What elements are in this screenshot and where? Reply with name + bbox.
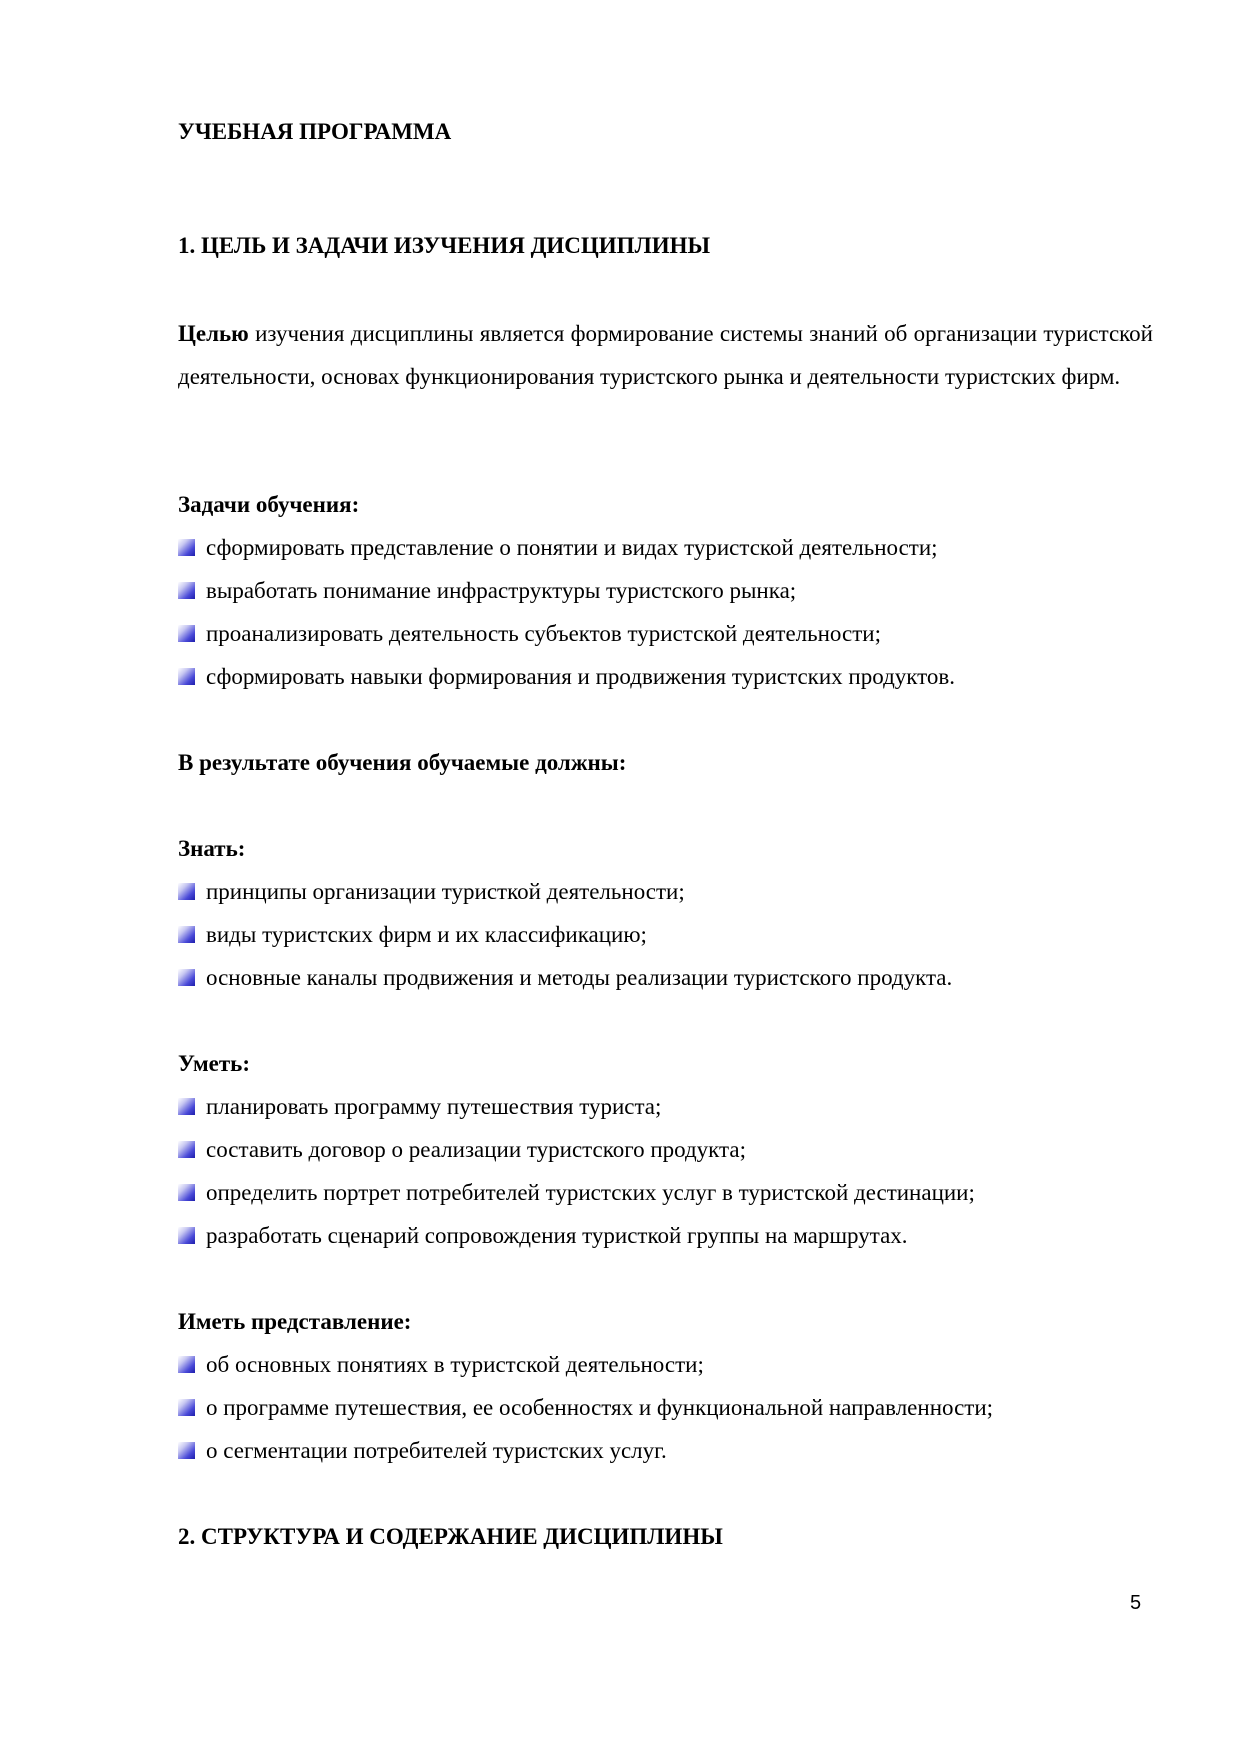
square-bullet-icon bbox=[178, 625, 195, 642]
list-item-text: разработать сценарий сопровождения туристкой группы на маршрутах. bbox=[206, 1223, 908, 1248]
list-item-text: выработать понимание инфраструктуры туристского рынка; bbox=[206, 578, 797, 603]
section-2-heading: 2. СТРУКТУРА И СОДЕРЖАНИЕ ДИСЦИПЛИНЫ bbox=[178, 1524, 723, 1549]
list-item-text: основные каналы продвижения и методы реализации туристского продукта. bbox=[206, 965, 953, 990]
list-item bbox=[178, 1085, 975, 1128]
results-heading: В результате обучения обучаемые должны: bbox=[178, 750, 627, 775]
know-heading: Знать: bbox=[178, 836, 246, 861]
list-item bbox=[178, 526, 955, 569]
square-bullet-icon bbox=[178, 539, 195, 556]
list-item bbox=[178, 1429, 993, 1472]
square-bullet-icon bbox=[178, 1356, 195, 1373]
list-item bbox=[178, 655, 955, 698]
square-bullet-icon bbox=[178, 969, 195, 986]
square-bullet-icon bbox=[178, 1442, 195, 1459]
list-item-text: виды туристских фирм и их классификацию; bbox=[206, 922, 647, 947]
document-title: УЧЕБНАЯ ПРОГРАММА bbox=[178, 119, 452, 144]
list-item-text: принципы организации туристкой деятельности; bbox=[206, 879, 685, 904]
list-item-text: определить портрет потребителей туристских услуг в туристской дестинации; bbox=[206, 1180, 975, 1205]
know-list bbox=[178, 870, 952, 999]
list-item bbox=[178, 870, 952, 913]
list-item-text: о программе путешествия, ее особенностях и функциональной направленности; bbox=[206, 1395, 994, 1420]
list-item-text: об основных понятиях в туристской деятельности; bbox=[206, 1352, 704, 1377]
idea-heading: Иметь представление: bbox=[178, 1309, 412, 1334]
goal-paragraph bbox=[178, 312, 1153, 398]
list-item-text: сформировать представление о понятии и видах туристской деятельности; bbox=[206, 535, 938, 560]
list-item bbox=[178, 1171, 975, 1214]
able-list bbox=[178, 1085, 975, 1257]
goal-text: изучения дисциплины является формирование системы знаний об организации туристской деятельности, основах функционирования туристского рынка и деятельности туристских фирм. bbox=[178, 321, 1153, 389]
square-bullet-icon bbox=[178, 1141, 195, 1158]
square-bullet-icon bbox=[178, 1184, 195, 1201]
list-item bbox=[178, 913, 952, 956]
square-bullet-icon bbox=[178, 926, 195, 943]
list-item bbox=[178, 612, 955, 655]
list-item-text: планировать программу путешествия туриста; bbox=[206, 1094, 662, 1119]
square-bullet-icon bbox=[178, 668, 195, 685]
list-item bbox=[178, 1343, 993, 1386]
square-bullet-icon bbox=[178, 1399, 195, 1416]
list-item-text: составить договор о реализации туристского продукта; bbox=[206, 1137, 746, 1162]
list-item-text: проанализировать деятельность субъектов туристской деятельности; bbox=[206, 621, 881, 646]
able-heading: Уметь: bbox=[178, 1051, 250, 1076]
square-bullet-icon bbox=[178, 1098, 195, 1115]
list-item bbox=[178, 956, 952, 999]
list-item-text: сформировать навыки формирования и продвижения туристских продуктов. bbox=[206, 664, 955, 689]
tasks-list bbox=[178, 526, 955, 698]
idea-list bbox=[178, 1343, 993, 1472]
list-item bbox=[178, 1214, 975, 1257]
list-item bbox=[178, 1128, 975, 1171]
list-item bbox=[178, 569, 955, 612]
page-number: 5 bbox=[1130, 1592, 1142, 1614]
goal-bold-word: Целью bbox=[178, 321, 249, 346]
tasks-heading: Задачи обучения: bbox=[178, 492, 360, 517]
section-1-heading: 1. ЦЕЛЬ И ЗАДАЧИ ИЗУЧЕНИЯ ДИСЦИПЛИНЫ bbox=[178, 233, 711, 258]
square-bullet-icon bbox=[178, 1227, 195, 1244]
square-bullet-icon bbox=[178, 883, 195, 900]
list-item bbox=[178, 1386, 993, 1429]
list-item-text: о сегментации потребителей туристских услуг. bbox=[206, 1438, 667, 1463]
square-bullet-icon bbox=[178, 582, 195, 599]
